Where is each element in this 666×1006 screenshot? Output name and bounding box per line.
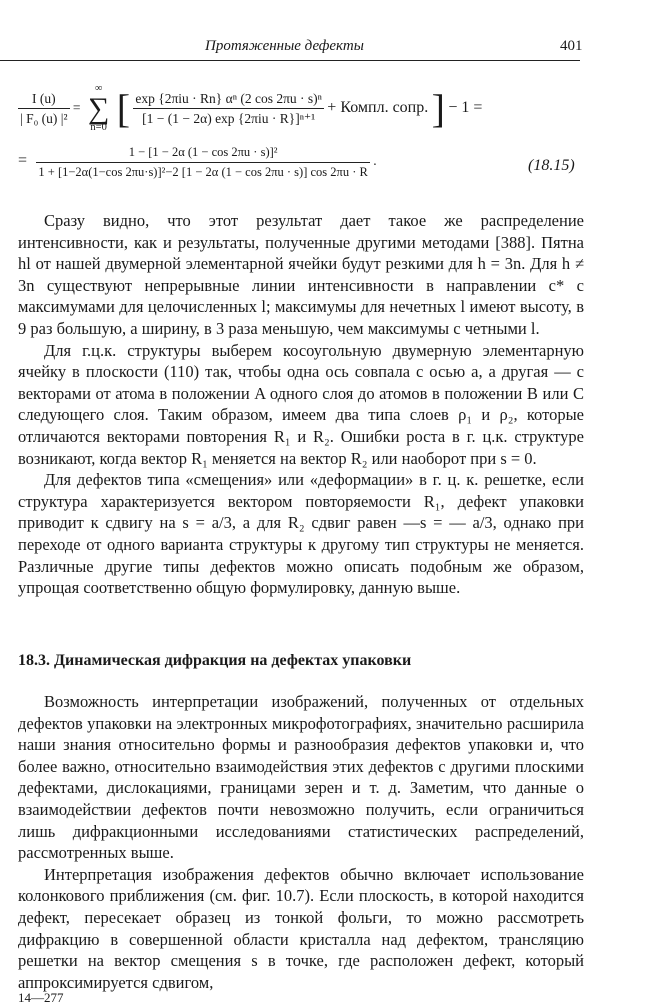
paragraph: Для г.ц.к. структуры выберем косоугольную двумерную элементарную ячейку в плоскости (110) так, чтобы одна ось совпала с осью a, а другая — с векторами от атома в положении A одного слоя до атомов в положении B или C следующего слоя. Таким образом, имеем два типа слоев ρ₁ и ρ₂, которые отличаются векторами повторения R₁ и R₂. Ошибки роста в г. ц.к. структуре возникают, когда вектор R₁ меняется на вектор R₂ или наоборот при s = 0. [18, 340, 584, 468]
equation-line-2 [18, 146, 377, 178]
equation-lhs-denominator: | F₀ (u) |² [20, 111, 68, 127]
equation-minus-one: − 1 = [448, 98, 483, 116]
equation-lhs-numerator: I (u) [18, 92, 70, 110]
right-bracket: ] [431, 85, 445, 131]
equation-line2-period: . [373, 153, 377, 169]
section-heading: 18.3. Динамическая дифракция на дефектах упаковки [18, 652, 412, 669]
paragraph: Возможность интерпретации изображений, полученных от отдельных дефектов упаковки на электронных микрофотографиях, значительно расширила наши знания относительно формы и разнообразия дефектов упаковки и, что более важно, относительно взаимодействия этих дефектов с другими плоскими дефектами, дислокациями, границами зерен и т. д. Заметим, что данные о взаимодействии дефектов почти невозможно получить, если ограничиться лишь дифракционными исследованиями статистических распределений, рассмотренных выше. [18, 692, 584, 863]
summation-upper-limit: ∞ [94, 83, 103, 94]
summation-symbol: ∑ [87, 91, 110, 125]
body-text-bottom [18, 691, 584, 993]
complex-conjugate-term: + Компл. сопр. [327, 98, 429, 116]
equation-number: (18.15) [528, 157, 575, 174]
equation-equals: = [72, 99, 81, 115]
summation-lower-limit: n=0 [90, 122, 107, 133]
paragraph: Для дефектов типа «смещения» или «деформации» в г. ц. к. решетке, если структура характеризуется вектором повторяемости R₁, дефект упаковки приводит к сдвигу на s = a/3, а для R₂ сдвиг равен —s = — a/3, однако при переходе от одного варианта структуры к другому тип структуры не меняется. Различные другие типы дефектов можно описать подобным же образом, упрощая соответственно общую формулировку, данную выше. [18, 470, 584, 598]
printer-signature: 14—277 [18, 990, 64, 1005]
summation-term-numerator: exp {2πiu · Rn} αⁿ (2 cos 2πu · s)ⁿ [133, 92, 324, 110]
equation-line2-equals: = [18, 152, 28, 170]
equation-lhs-fraction [18, 92, 70, 126]
paragraph: Сразу видно, что этот результат дает такое же распределение интенсивности, как и результаты, полученные другими методами [388]. Пятна hl от нашей двумерной элементарной ячейки будут резкими для h = 3n. Для h ≠ 3n существуют непрерывные линии интенсивности в направлении c* с максимумами для целочисленных l; максимумы для нечетных l имеют высоту, в 9 раз большую, а ширину, в 3 раза меньшую, чем максимумы с четными l. [18, 211, 584, 338]
running-head [0, 38, 583, 61]
equation-line2-denominator: 1 + [1−2α(1−cos 2πu·s)]²−2 [1 − 2α (1 − cos 2πu · s)] cos 2πu · R [38, 164, 368, 179]
equation-line-1 [18, 84, 482, 134]
equation-line2-numerator: 1 − [1 − 2α (1 − cos 2πu · s)]² [36, 146, 369, 163]
body-text-top [18, 210, 584, 599]
page-number: 401 [560, 38, 583, 54]
summation-term-fraction [133, 92, 324, 126]
equation-line2-fraction [36, 146, 369, 178]
paragraph: Интерпретация изображения дефектов обычно включает использование колонкового приближения (см. фиг. 10.7). Если плоскость, в которой находится дефект, пересекает образец из тонкой фольги, то можно рассмотреть дифракцию в совершенной области кристалла над дефектом, трансляцию решетки на вектор смещения s в точке, где расположен дефект, который аппроксимируется сдвигом, [18, 864, 584, 992]
left-bracket: [ [116, 85, 131, 131]
summation-term-denominator: [1 − (1 − 2α) exp {2πiu · R}]ⁿ⁺¹ [142, 111, 316, 127]
summation-sign [88, 84, 109, 134]
running-head-title: Протяженные дефекты [205, 38, 364, 54]
